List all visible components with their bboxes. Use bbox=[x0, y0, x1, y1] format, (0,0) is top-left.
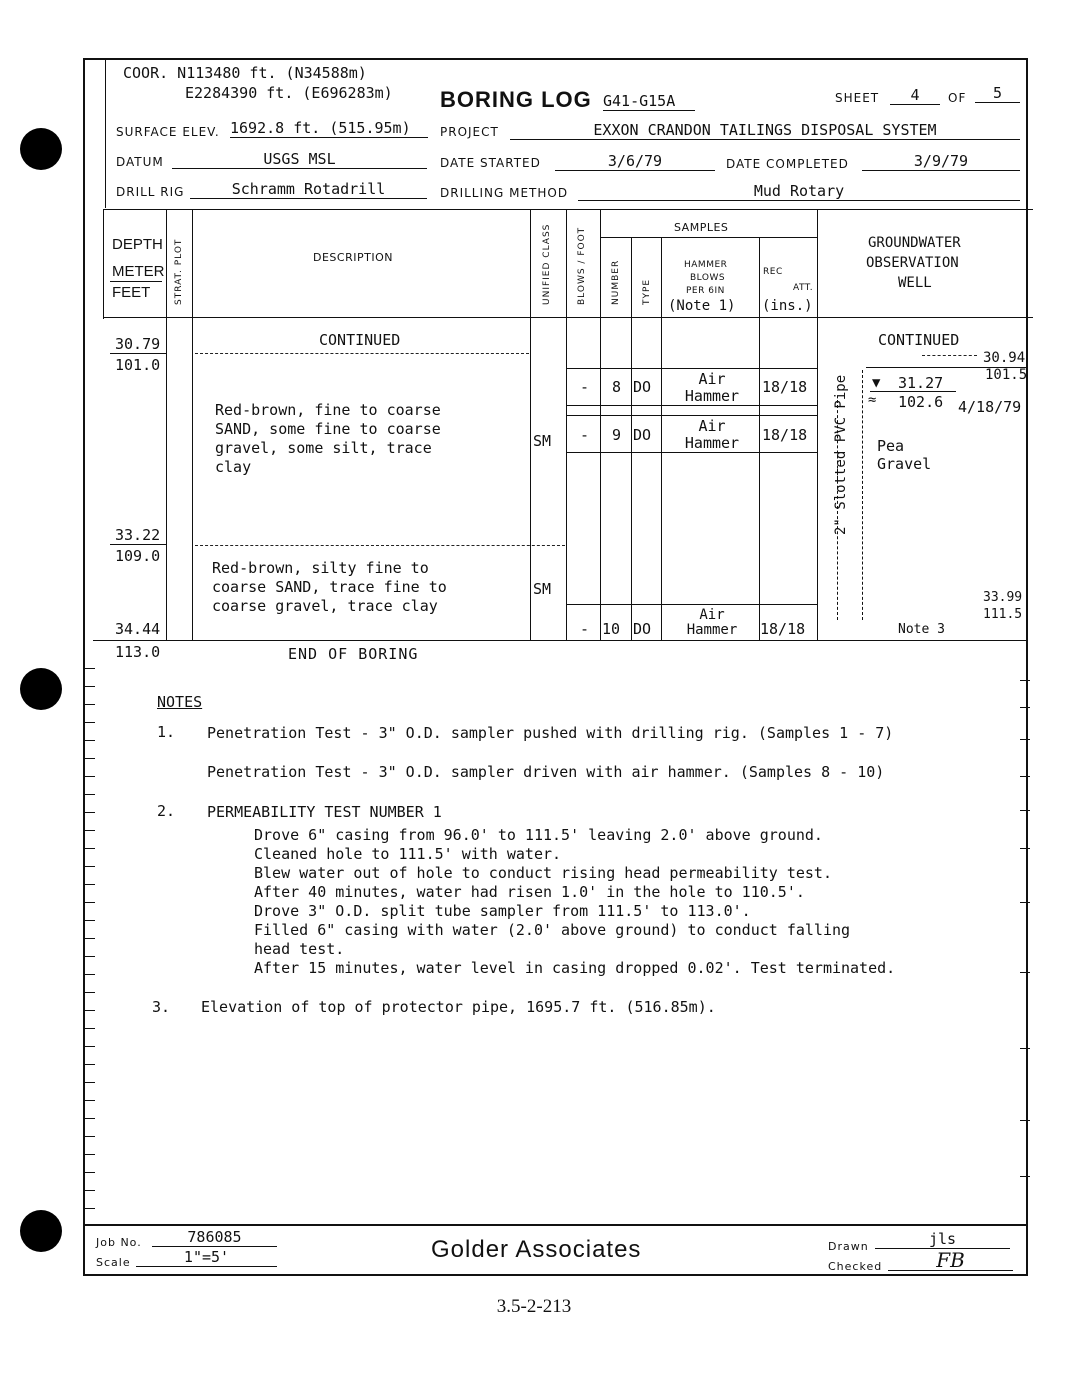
job-number: 786085 bbox=[152, 1228, 277, 1247]
date-completed: 3/9/79 bbox=[862, 152, 1020, 171]
ins-header: (ins.) bbox=[762, 298, 813, 314]
scale-tick bbox=[85, 1154, 95, 1155]
note-text: Penetration Test - 3" O.D. sampler driven with air hammer. (Samples 8 - 10) bbox=[207, 763, 885, 781]
sheet-number: 4 bbox=[890, 86, 940, 105]
type-header: TYPE bbox=[642, 278, 652, 305]
col-line bbox=[817, 209, 818, 640]
col-line bbox=[103, 209, 104, 319]
col-line bbox=[192, 209, 193, 640]
col-line bbox=[631, 237, 632, 640]
checked-by: FB bbox=[888, 1250, 1013, 1271]
depth-meter: 30.79 bbox=[115, 335, 161, 353]
depth-meter: 34.44 bbox=[115, 620, 161, 638]
col-line bbox=[166, 209, 167, 640]
scale-tick bbox=[85, 1010, 95, 1011]
note-text: Penetration Test - 3" O.D. sampler pushed with drilling rig. (Samples 1 - 7) bbox=[207, 724, 894, 742]
boring-id: G41-G15A bbox=[603, 92, 695, 111]
punch-hole bbox=[20, 1210, 62, 1252]
scale-tick bbox=[85, 794, 95, 795]
sample-rule bbox=[566, 604, 817, 605]
col-line bbox=[600, 209, 601, 640]
scale-tick bbox=[85, 1028, 95, 1029]
well-pipe-wall bbox=[862, 370, 863, 620]
punch-hole bbox=[20, 668, 62, 710]
continued-label: CONTINUED bbox=[319, 331, 401, 349]
scale-tick bbox=[85, 956, 95, 957]
note-number: 1. bbox=[157, 723, 176, 741]
scale-tick bbox=[1020, 680, 1030, 681]
scale-tick bbox=[85, 992, 95, 993]
scale-value: 1"=5' bbox=[136, 1248, 277, 1267]
scale-tick bbox=[85, 758, 95, 759]
scale-tick bbox=[85, 902, 95, 903]
drilling-method-label: DRILLING METHOD bbox=[440, 186, 569, 200]
footer-rule bbox=[83, 1224, 1028, 1226]
scale-tick bbox=[1020, 848, 1030, 849]
header-left-border bbox=[105, 58, 106, 208]
description-header: DESCRIPTION bbox=[313, 251, 393, 264]
scale-tick bbox=[85, 1064, 95, 1065]
well-note: Note 3 bbox=[898, 622, 945, 637]
note-title: PERMEABILITY TEST NUMBER 1 bbox=[207, 803, 442, 821]
scale-tick bbox=[1020, 972, 1030, 973]
depth-feet: 101.0 bbox=[115, 356, 161, 374]
note-text: Elevation of top of protector pipe, 1695.7 ft. (516.85m). bbox=[201, 998, 716, 1016]
scale-tick bbox=[85, 1172, 95, 1173]
scale-tick bbox=[85, 1046, 95, 1047]
note-number: 2. bbox=[157, 802, 176, 820]
scale-tick bbox=[1020, 707, 1030, 708]
scale-tick bbox=[85, 686, 95, 687]
project-label: PROJECT bbox=[440, 125, 499, 139]
date-started: 3/6/79 bbox=[555, 152, 715, 171]
gw-header-2: OBSERVATION bbox=[866, 255, 959, 271]
meter-header: METER bbox=[112, 263, 165, 280]
feet-header: FEET bbox=[112, 284, 151, 301]
datum-value: USGS MSL bbox=[172, 150, 427, 169]
page-number: 3.5-2-213 bbox=[496, 1296, 572, 1317]
water-level-rule bbox=[870, 391, 956, 392]
checked-label: Checked bbox=[828, 1260, 883, 1273]
scale-tick bbox=[85, 974, 95, 975]
scale-tick bbox=[85, 722, 95, 723]
scale-tick bbox=[1020, 1048, 1030, 1049]
scale-tick bbox=[85, 848, 95, 849]
gw-header-1: GROUNDWATER bbox=[868, 235, 961, 251]
water-level-symbol: ≈ bbox=[868, 392, 877, 408]
hammer-note: (Note 1) bbox=[668, 298, 736, 314]
coordinates-east: E2284390 ft. (E696283m) bbox=[185, 84, 393, 102]
scale-label: Scale bbox=[96, 1256, 131, 1269]
well-continued-label: CONTINUED bbox=[878, 331, 960, 349]
scale-tick bbox=[85, 740, 95, 741]
well-top-meter: 30.94 bbox=[983, 350, 1026, 366]
scale-tick bbox=[85, 920, 95, 921]
scale-tick bbox=[1020, 1176, 1030, 1177]
water-level-meter: 31.27 bbox=[898, 374, 944, 392]
table-bottom-rule bbox=[93, 640, 1028, 641]
water-level-feet: 102.6 bbox=[898, 393, 944, 411]
depth-feet: 113.0 bbox=[115, 643, 161, 661]
unified-class: SM bbox=[533, 432, 552, 450]
date-started-label: DATE STARTED bbox=[440, 156, 541, 170]
col-line bbox=[759, 237, 760, 640]
notes-heading: NOTES bbox=[157, 693, 203, 711]
scale-tick bbox=[85, 830, 95, 831]
sample-rule bbox=[566, 368, 817, 369]
scale-tick bbox=[85, 1118, 95, 1119]
scale-tick bbox=[1020, 810, 1030, 811]
hammer-header: HAMMER bbox=[684, 260, 728, 270]
sample-rule bbox=[566, 415, 817, 416]
layer-boundary bbox=[195, 545, 565, 546]
drawn-by: jls bbox=[875, 1230, 1010, 1249]
col-line bbox=[661, 237, 662, 640]
strat-plot-header: STRAT. PLOT bbox=[174, 238, 184, 305]
scale-tick bbox=[85, 1190, 95, 1191]
depth-feet: 109.0 bbox=[115, 547, 161, 565]
job-label: Job No. bbox=[96, 1236, 142, 1249]
water-level-marker: ▼ bbox=[872, 375, 881, 391]
end-of-boring: END OF BORING bbox=[288, 645, 419, 663]
number-header: NUMBER bbox=[611, 259, 621, 305]
col-line bbox=[566, 209, 567, 640]
datum-label: DATUM bbox=[116, 155, 164, 169]
meter-feet-rule bbox=[110, 281, 162, 282]
att-header: ATT. bbox=[793, 283, 814, 293]
scale-tick bbox=[85, 668, 95, 669]
scale-tick bbox=[85, 812, 95, 813]
backfill-label: Pea Gravel bbox=[877, 437, 932, 473]
drawn-label: Drawn bbox=[828, 1240, 869, 1253]
gw-header-3: WELL bbox=[898, 275, 932, 291]
sample-rule bbox=[566, 405, 817, 406]
surface-elevation: 1692.8 ft. (515.95m) bbox=[230, 119, 428, 138]
table-header-rule bbox=[103, 317, 1033, 318]
well-bottom-meter: 33.99 bbox=[983, 590, 1023, 605]
scale-tick bbox=[85, 884, 95, 885]
samples-header: SAMPLES bbox=[674, 221, 729, 234]
punch-hole bbox=[20, 128, 62, 170]
scale-tick bbox=[85, 866, 95, 867]
sample-rule bbox=[566, 452, 817, 453]
per6in-header: PER 6IN bbox=[686, 286, 725, 296]
depth-meter: 33.22 bbox=[115, 526, 161, 544]
company-name: Golder Associates bbox=[431, 1236, 642, 1263]
depth-rule bbox=[110, 353, 166, 354]
layer-boundary bbox=[195, 353, 529, 354]
scale-tick bbox=[1020, 902, 1030, 903]
rec-header: REC bbox=[763, 267, 783, 277]
coordinates-north: COOR. N113480 ft. (N34588m) bbox=[123, 64, 367, 82]
surface-elev-label: SURFACE ELEV. bbox=[116, 125, 220, 139]
date-completed-label: DATE COMPLETED bbox=[726, 157, 849, 171]
table-top-rule bbox=[103, 209, 1033, 210]
blows-header: BLOWS bbox=[690, 273, 726, 283]
drill-rig-label: DRILL RIG bbox=[116, 185, 185, 199]
water-level-date: 4/18/79 bbox=[958, 398, 1022, 416]
drill-rig: Schramm Rotadrill bbox=[190, 180, 427, 199]
depth-header: DEPTH bbox=[112, 236, 163, 253]
scale-tick bbox=[1020, 739, 1030, 740]
samples-rule bbox=[600, 237, 817, 238]
unified-class: SM bbox=[533, 580, 552, 598]
scale-tick bbox=[85, 1082, 95, 1083]
scale-tick bbox=[85, 776, 95, 777]
scale-tick bbox=[85, 1208, 95, 1209]
scale-tick bbox=[85, 938, 95, 939]
scale-tick bbox=[85, 1136, 95, 1137]
depth-rule bbox=[110, 544, 166, 545]
well-pipe-label: 2" Slotted PVC Pipe bbox=[833, 374, 849, 535]
well-dash bbox=[922, 355, 977, 356]
drilling-method: Mud Rotary bbox=[578, 182, 1020, 201]
sheet-total: 5 bbox=[975, 84, 1020, 103]
unified-class-header: UNIFIED CLASS bbox=[542, 223, 552, 305]
project-name: EXXON CRANDON TAILINGS DISPOSAL SYSTEM bbox=[510, 121, 1020, 140]
well-bottom-feet: 111.5 bbox=[983, 607, 1023, 622]
blows-foot-header: BLOWS / FOOT bbox=[577, 226, 587, 305]
col-line bbox=[530, 209, 531, 640]
scale-tick bbox=[1020, 1120, 1030, 1121]
note-number: 3. bbox=[152, 998, 171, 1016]
of-label: OF bbox=[948, 91, 967, 105]
note-text: Drove 6" casing from 96.0' to 111.5' leaving 2.0' above ground. Cleaned hole to 111.5' with water. Blew water out of hole to conduct rising head permeability test. After 40 minutes, water had risen 1.0' in the hole to 110.5'. Drove 3" O.D. split tube sampler from 111.5' to 113.0'. Filled 6" casing with water (2.0' above ground) to conduct falling head test. After 15 minutes, water level in casing dropped 0.02'. Test terminated. bbox=[254, 826, 896, 977]
layer-description: Red-brown, silty fine to coarse SAND, trace fine to coarse gravel, trace clay bbox=[212, 559, 447, 615]
scale-tick bbox=[85, 1100, 95, 1101]
page-title: BORING LOG bbox=[440, 87, 592, 112]
layer-description: Red-brown, fine to coarse SAND, some fine to coarse gravel, some silt, trace clay bbox=[215, 401, 441, 476]
sheet-label: SHEET bbox=[835, 91, 880, 105]
well-top-feet: 101.5 bbox=[985, 367, 1028, 383]
scale-tick bbox=[1020, 776, 1030, 777]
scale-tick bbox=[85, 704, 95, 705]
